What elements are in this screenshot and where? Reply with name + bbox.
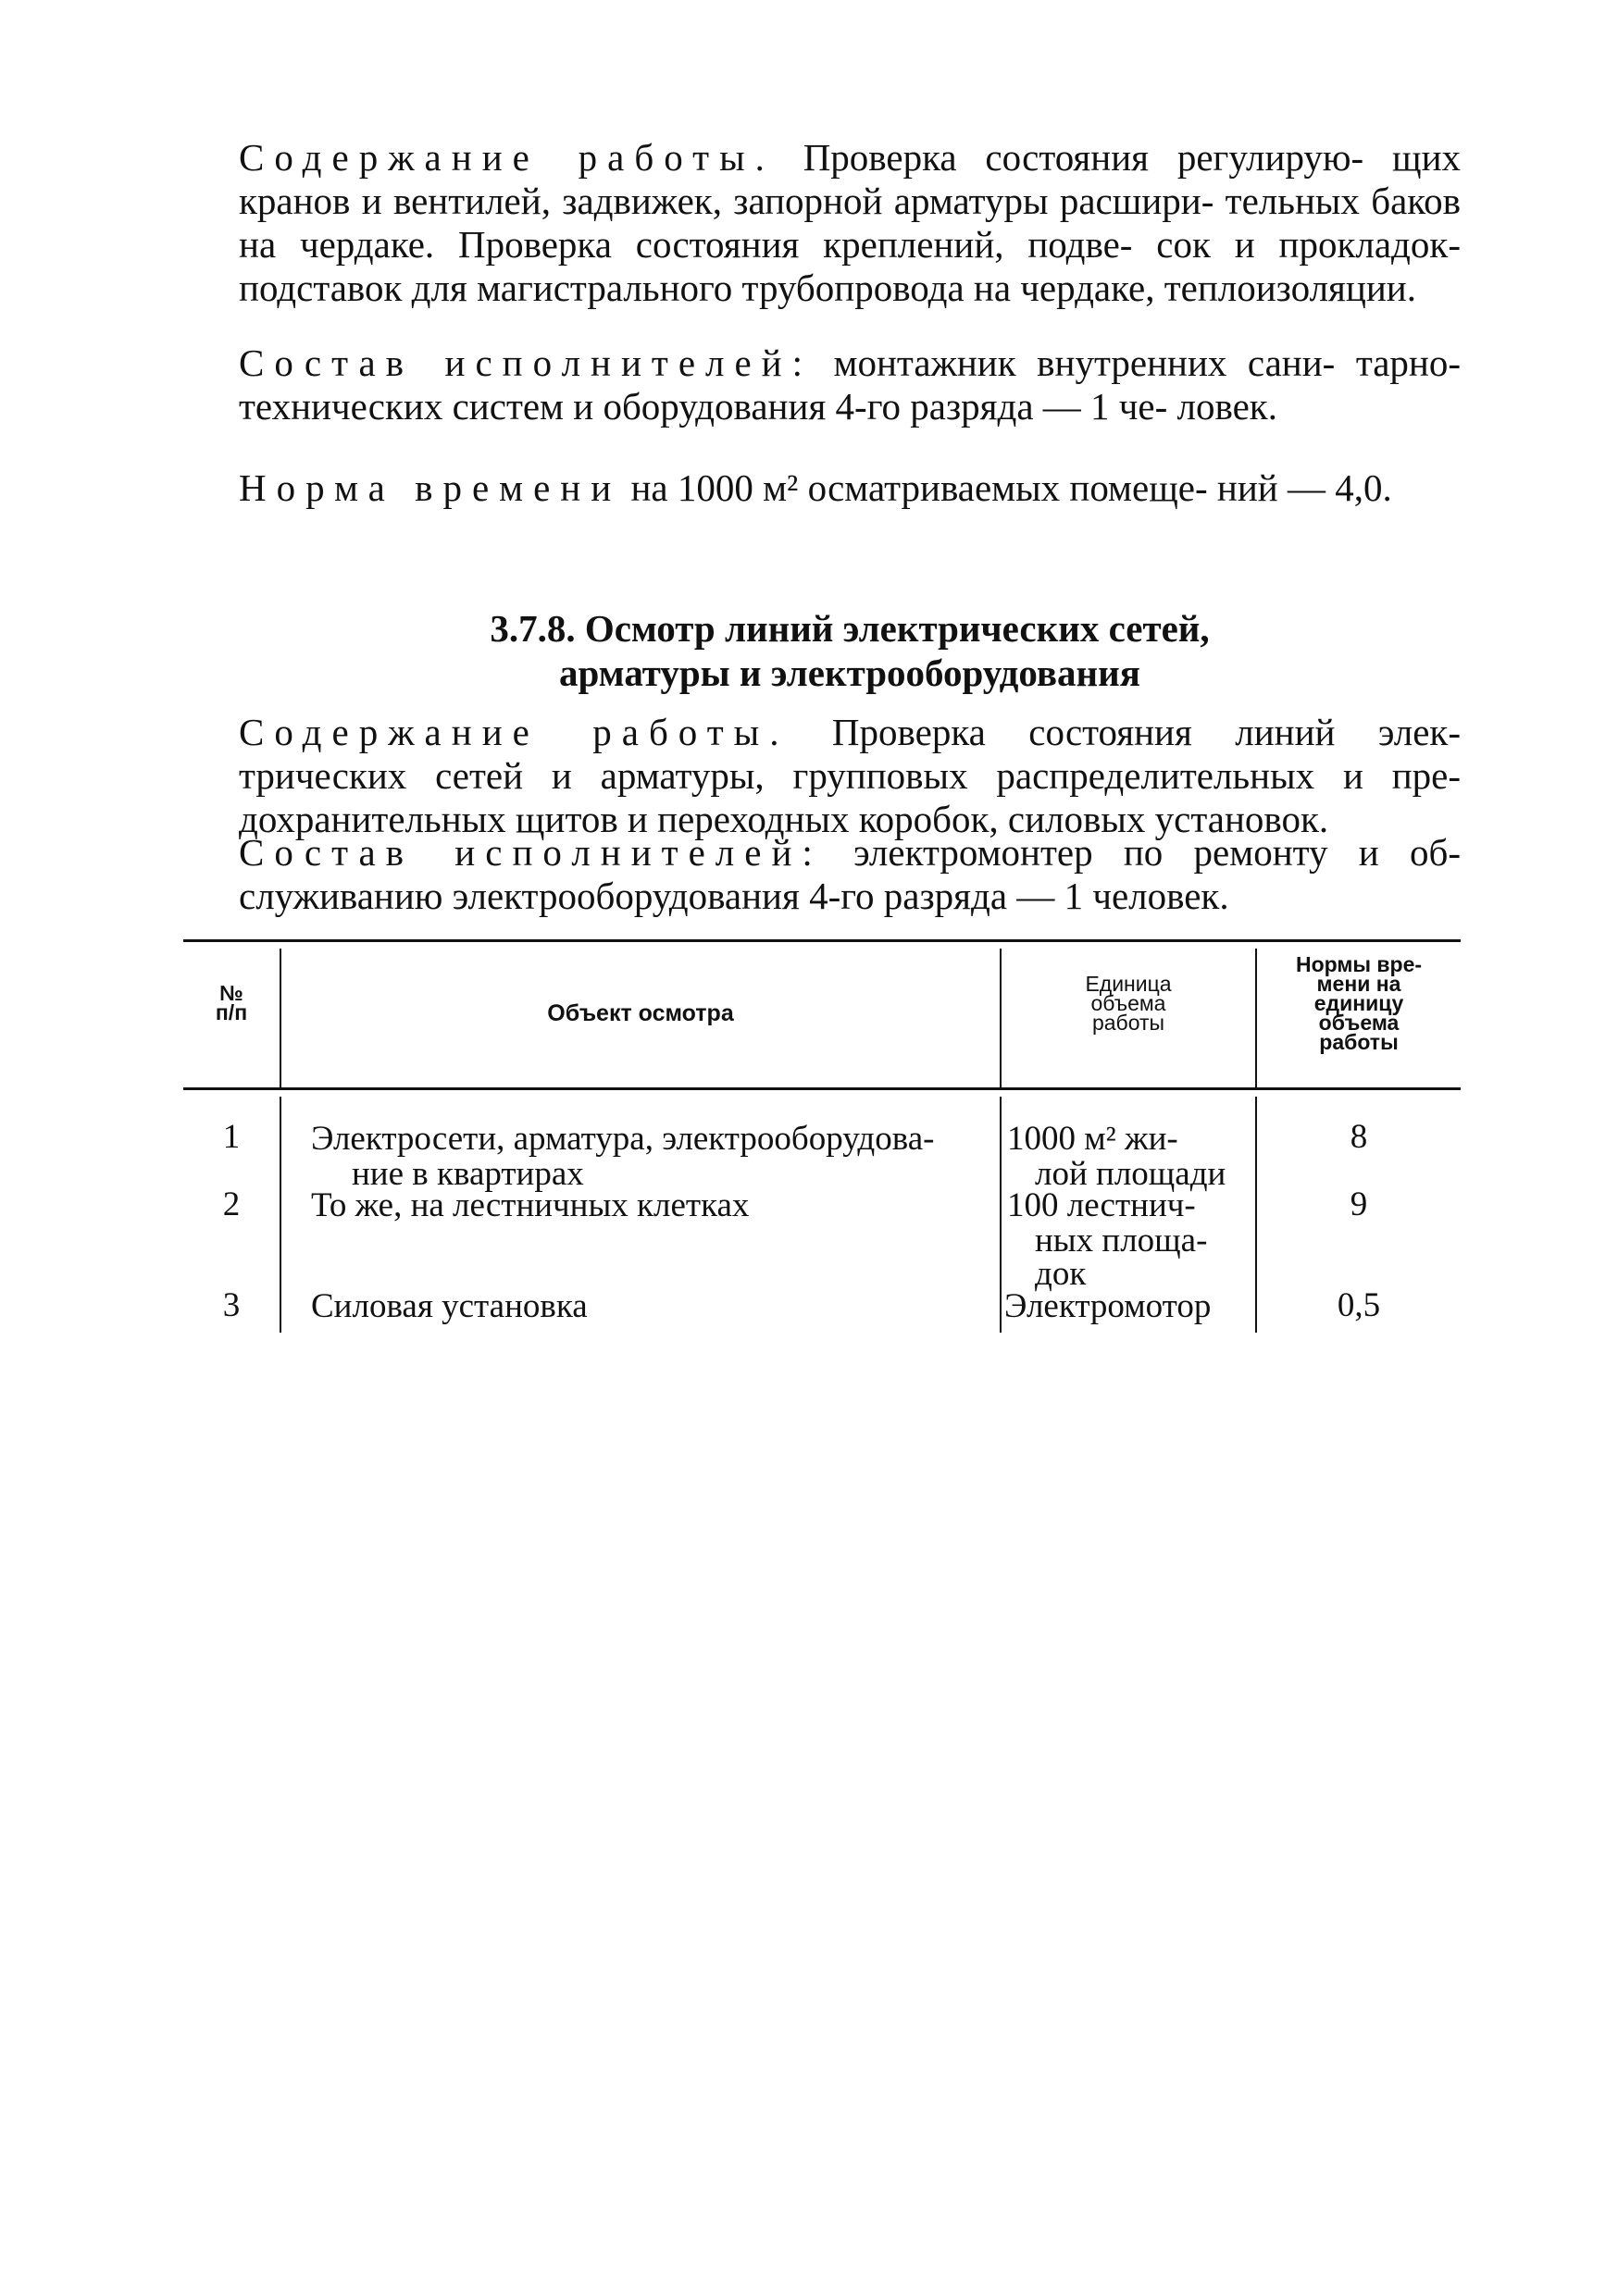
row-object-line: То же, на лестничных клетках bbox=[311, 1186, 750, 1224]
header-norm-line: мени на bbox=[1316, 972, 1401, 996]
text-line: сок и прокладок-подставок для магистрального трубопровода на bbox=[239, 223, 1461, 309]
row-unit-line: лой площади bbox=[1035, 1155, 1226, 1193]
lead-performers: Состав исполнителей: bbox=[239, 341, 814, 384]
text-line: монтажник внутренних сани- bbox=[833, 341, 1336, 384]
header-num-line: № bbox=[219, 981, 243, 1005]
text-line: трических сетей и арматуры, групповых распределительных и пре- bbox=[239, 754, 1461, 797]
lead-performers: Состав исполнителей: bbox=[239, 831, 823, 874]
row-unit-line: док bbox=[1035, 1255, 1087, 1293]
header-unit-line: Единица bbox=[1085, 972, 1172, 996]
text-line: ний — 4,0. bbox=[1216, 466, 1392, 509]
header-unit-line: объема bbox=[1090, 991, 1166, 1015]
row-norm: 0,5 bbox=[1337, 1286, 1381, 1324]
row-unit-line: 100 лестнич- bbox=[1007, 1186, 1196, 1224]
row-object-line: ние в квартирах bbox=[352, 1155, 584, 1193]
header-object: Объект осмотра bbox=[547, 1000, 734, 1026]
text-line: тарно-технических систем и оборудования 4-го разряда — 1 че- bbox=[239, 341, 1462, 428]
paragraph-section-performers bbox=[239, 831, 1461, 918]
header-norm bbox=[1257, 952, 1461, 1054]
lead-work-content: Содержание работы. bbox=[239, 711, 790, 753]
section-heading-line2: арматуры и электрооборудования bbox=[559, 652, 1140, 694]
text-line: электромонтер по ремонту и об- bbox=[853, 831, 1462, 874]
header-norm-line: работы bbox=[1319, 1030, 1399, 1054]
lead-time-norm: Норма времени bbox=[239, 466, 622, 509]
text-line: дохранительных щитов и переходных коробок, силовых установок. bbox=[239, 798, 1329, 840]
table-col-divider bbox=[280, 1097, 281, 1333]
paragraph-performers bbox=[239, 341, 1461, 428]
row-unit-line: ных площа- bbox=[1035, 1222, 1208, 1260]
header-norm-line: объема bbox=[1318, 1011, 1400, 1035]
text-line: чердаке, теплоизоляции. bbox=[1020, 267, 1416, 309]
header-norm-line: единицу bbox=[1313, 991, 1404, 1015]
row-num: 2 bbox=[222, 1185, 241, 1223]
text-line: Проверка состояния регулирую- bbox=[803, 136, 1364, 179]
table-col-divider bbox=[1000, 1097, 1002, 1333]
table-top-rule bbox=[183, 939, 1461, 942]
table-header-rule bbox=[183, 1087, 1461, 1090]
row-object-line: Силовая установка bbox=[311, 1287, 588, 1325]
row-unit-line: 1000 м² жи- bbox=[1007, 1120, 1178, 1158]
text-line: щих кранов и вентилей, задвижек, запорной арматуры расшири- bbox=[239, 136, 1462, 222]
text-line: служиванию электрооборудования 4-го разряда — 1 человек. bbox=[239, 875, 1229, 917]
row-num: 1 bbox=[222, 1118, 241, 1156]
row-unit-line: Электромотор bbox=[1004, 1287, 1212, 1325]
paragraph-time-norm bbox=[239, 466, 1461, 510]
header-unit bbox=[1002, 974, 1255, 1033]
text-line: на 1000 м² осматриваемых помеще- bbox=[630, 466, 1208, 509]
header-norm-line: Нормы вре- bbox=[1295, 952, 1423, 976]
header-num bbox=[183, 981, 280, 1024]
row-norm: 9 bbox=[1350, 1185, 1368, 1223]
row-object-line: Электросети, арматура, электрооборудова- bbox=[311, 1120, 935, 1158]
row-num: 3 bbox=[222, 1286, 241, 1324]
header-unit-line: работы bbox=[1091, 1011, 1165, 1035]
header-num-line: п/п bbox=[215, 1000, 248, 1024]
section-heading-line1: 3.7.8. Осмотр линий электрических сетей, bbox=[490, 607, 1210, 650]
paragraph-work-content bbox=[239, 136, 1461, 310]
text-line: тельных баков на чердаке. Проверка состояния креплений, подве- bbox=[239, 180, 1461, 266]
text-line: ловек. bbox=[1176, 385, 1277, 428]
text-line: Проверка состояния линий элек- bbox=[831, 711, 1461, 753]
lead-work-content: Содержание работы. bbox=[239, 136, 775, 179]
paragraph-section-work-content bbox=[239, 711, 1461, 841]
row-norm: 8 bbox=[1350, 1118, 1368, 1156]
